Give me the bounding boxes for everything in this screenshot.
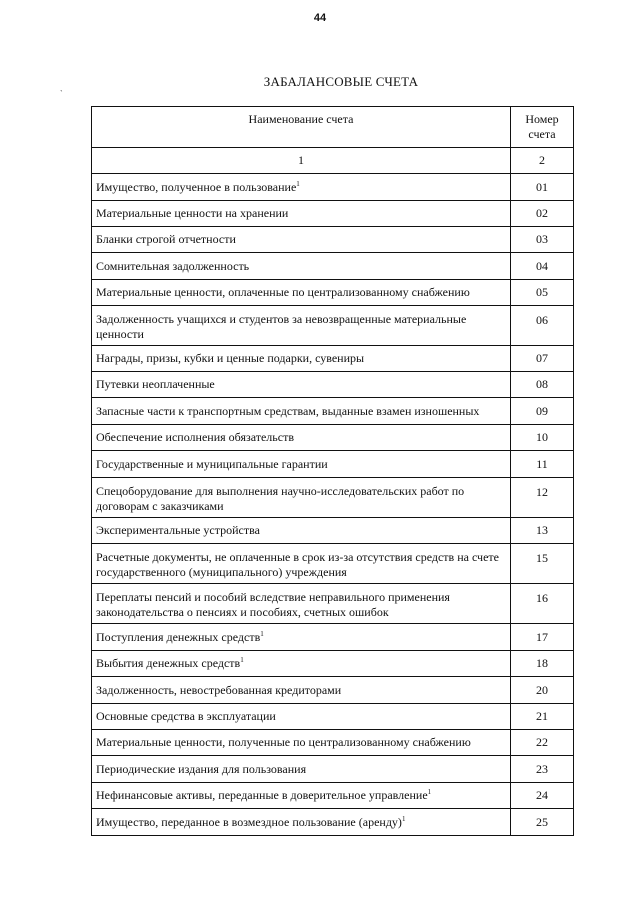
account-name: Основные средства в эксплуатации — [96, 709, 276, 723]
account-number: 11 — [511, 451, 574, 478]
account-number: 22 — [511, 730, 574, 756]
table-row — [92, 730, 574, 756]
account-name: Материальные ценности, оплаченные по централизованному снабжению — [96, 285, 470, 299]
account-number: 16 — [511, 584, 574, 624]
table-row — [92, 756, 574, 783]
account-name: Государственные и муниципальные гарантии — [96, 456, 328, 471]
account-number: 01 — [511, 174, 574, 201]
table-row — [92, 704, 574, 730]
accounts-table — [91, 106, 574, 836]
account-name: Задолженность, невостребованная кредиторами — [96, 682, 342, 697]
account-name: Спецоборудование для выполнения научно-исследовательских работ по договорам с заказчиками — [96, 484, 465, 513]
table-header-row — [92, 107, 574, 148]
page-number: 44 — [313, 12, 327, 24]
account-name: Имущество, переданное в возмездное пользование (аренду) — [96, 814, 402, 829]
account-name: Награды, призы, кубки и ценные подарки, сувениры — [96, 351, 365, 365]
account-number: 08 — [511, 372, 574, 398]
account-number: 23 — [511, 756, 574, 783]
account-number: 04 — [511, 253, 574, 280]
table-row — [92, 174, 574, 201]
account-name: Имущество, полученное в пользование — [96, 179, 297, 194]
account-number: 18 — [511, 651, 574, 677]
footnote-marker: 1 — [240, 656, 244, 664]
account-name-cell — [92, 756, 511, 783]
table-row — [92, 677, 574, 704]
account-number: 12 — [511, 478, 574, 518]
account-name-cell — [92, 425, 511, 451]
table-row — [92, 584, 574, 624]
table-row — [92, 451, 574, 478]
footnote-marker: 1 — [427, 788, 432, 796]
account-number: 09 — [511, 398, 574, 425]
account-name-cell — [92, 518, 511, 544]
account-name: Нефинансовые активы, переданные в доверительное управление — [96, 788, 428, 802]
header-account-name: Наименование счета — [92, 107, 511, 148]
account-number: 02 — [511, 201, 574, 227]
account-name: Материальные ценности на хранении — [96, 206, 289, 220]
account-name-cell — [92, 809, 511, 836]
account-number: 24 — [511, 783, 574, 809]
account-number: 21 — [511, 704, 574, 730]
table-row — [92, 372, 574, 398]
account-name-cell — [92, 372, 511, 398]
account-name: Задолженность учащихся и студентов за невозвращенные материальные ценности — [96, 312, 467, 341]
account-number: 07 — [511, 346, 574, 372]
index-col-2: 2 — [511, 148, 574, 174]
account-name-cell — [92, 783, 511, 809]
account-name-cell — [92, 624, 511, 651]
account-name-cell — [92, 478, 511, 518]
account-name-cell — [92, 704, 511, 730]
table-index-row — [92, 148, 574, 174]
account-name: Обеспечение исполнения обязательств — [96, 430, 295, 444]
account-number: 06 — [511, 306, 574, 346]
account-name: Сомнительная задолженность — [96, 258, 250, 273]
account-name-cell — [92, 227, 511, 253]
account-name-cell — [92, 201, 511, 227]
account-name: Путевки неоплаченные — [96, 377, 215, 391]
account-name: Запасные части к транспортным средствам, выданные взамен изношенных — [96, 403, 480, 418]
account-number: 25 — [511, 809, 574, 836]
accounts-table-body — [92, 107, 574, 836]
account-name-cell — [92, 306, 511, 346]
account-name-cell — [92, 651, 511, 677]
header-account-number: Номер счета — [511, 107, 574, 148]
account-name: Поступления денежных средств — [96, 629, 261, 644]
table-row — [92, 651, 574, 677]
account-name-cell — [92, 544, 511, 584]
account-name-cell — [92, 584, 511, 624]
account-name: Экспериментальные устройства — [96, 523, 260, 537]
account-name: Бланки строгой отчетности — [96, 232, 236, 246]
account-name: Переплаты пенсий и пособий вследствие неправильного применения законодательства о пенсиях и пособиях, счетных ошибок — [96, 590, 450, 619]
table-row — [92, 809, 574, 836]
account-name: Выбытия денежных средств — [96, 656, 241, 670]
footnote-marker: 1 — [260, 629, 264, 638]
index-col-1: 1 — [92, 148, 511, 174]
account-name: Расчетные документы, не оплаченные в срок из-за отсутствия средств на счете государственного (муниципального) учреждения — [96, 550, 499, 579]
table-row — [92, 783, 574, 809]
table-row — [92, 346, 574, 372]
account-number: 13 — [511, 518, 574, 544]
account-name-cell — [92, 280, 511, 306]
footnote-marker: 1 — [401, 814, 406, 823]
account-name-cell — [92, 730, 511, 756]
account-name-cell — [92, 346, 511, 372]
table-row — [92, 280, 574, 306]
account-name-cell — [92, 451, 511, 478]
account-number: 10 — [511, 425, 574, 451]
account-number: 15 — [511, 544, 574, 584]
table-row — [92, 478, 574, 518]
stray-mark: ` — [60, 89, 63, 98]
table-row — [92, 201, 574, 227]
account-number: 03 — [511, 227, 574, 253]
account-name-cell — [92, 253, 511, 280]
account-name: Материальные ценности, полученные по централизованному снабжению — [96, 735, 471, 749]
table-row — [92, 253, 574, 280]
table-row — [92, 398, 574, 425]
account-name: Периодические издания для пользования — [96, 761, 307, 776]
account-name-cell — [92, 398, 511, 425]
page-title: ЗАБАЛАНСОВЫЕ СЧЕТА — [263, 74, 419, 89]
table-row — [92, 425, 574, 451]
account-number: 20 — [511, 677, 574, 704]
table-row — [92, 624, 574, 651]
account-number: 17 — [511, 624, 574, 651]
footnote-marker: 1 — [296, 179, 300, 188]
table-row — [92, 544, 574, 584]
account-name-cell — [92, 174, 511, 201]
table-row — [92, 227, 574, 253]
account-name-cell — [92, 677, 511, 704]
table-row — [92, 518, 574, 544]
account-number: 05 — [511, 280, 574, 306]
table-row — [92, 306, 574, 346]
